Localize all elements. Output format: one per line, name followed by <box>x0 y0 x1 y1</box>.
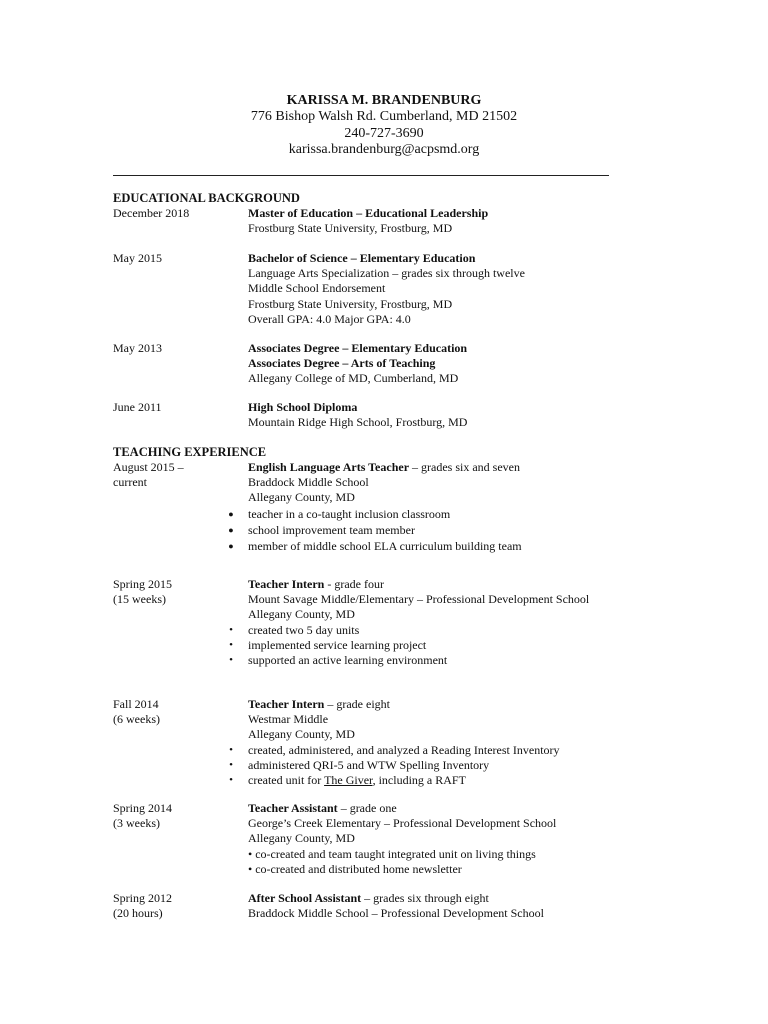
role-detail: – grades six and seven <box>409 460 521 474</box>
entry-line: Language Arts Specialization – grades six through twelve <box>248 266 525 281</box>
degree-title: Master of Education – Educational Leadership <box>248 206 489 220</box>
entry-date-detail: (3 weeks) <box>113 816 160 831</box>
bullet-icon: ● <box>228 541 234 552</box>
phone: 240-727-3690 <box>344 125 424 141</box>
entry-date: Fall 2014 <box>113 697 159 711</box>
entry-line: Braddock Middle School – Professional Development School <box>248 906 544 921</box>
entry-date-detail: (15 weeks) <box>113 592 166 607</box>
bullet-item: ● member of middle school ELA curriculum building team <box>248 539 738 554</box>
entry-date: May 2013 <box>113 341 162 355</box>
book-title: The Giver <box>324 773 373 788</box>
contact-header <box>0 92 768 159</box>
entry-line: Allegany County, MD <box>248 607 355 622</box>
entry-date: Spring 2015 <box>113 577 173 591</box>
entry-line: George’s Creek Elementary – Professional Development School <box>248 816 557 831</box>
role-title: Teacher Intern <box>248 577 325 591</box>
role-detail: - grade four <box>324 577 384 591</box>
role-title: Teacher Assistant <box>248 801 338 815</box>
bullet-icon: • <box>229 623 233 636</box>
role-title: After School Assistant <box>248 891 362 905</box>
role-detail: – grades six through eight <box>361 891 489 905</box>
bullet-icon: • <box>229 638 233 651</box>
bullet-icon: • <box>229 758 233 771</box>
degree-title: Associates Degree – Elementary Education <box>248 341 468 355</box>
role-title: Teacher Intern <box>248 697 325 711</box>
entry-date: December 2018 <box>113 206 190 220</box>
bullet-item: • created unit for The Giver, including a RAFT <box>248 773 738 788</box>
degree-title: Bachelor of Science – Elementary Education <box>248 251 476 265</box>
degree-title: Associates Degree – Arts of Teaching <box>248 356 436 371</box>
bullet-item: • created, administered, and analyzed a Reading Interest Inventory <box>248 743 738 758</box>
entry-date-detail: current <box>113 475 147 490</box>
role-detail: – grade one <box>337 801 397 815</box>
entry-line: Allegany County, MD <box>248 490 355 505</box>
bullet-icon: ● <box>228 508 234 519</box>
bullet-item: • supported an active learning environment <box>248 653 738 668</box>
bullet-item: ● teacher in a co-taught inclusion classroom <box>248 507 738 522</box>
entry-line: Westmar Middle <box>248 712 329 727</box>
role-title: English Language Arts Teacher <box>248 460 410 474</box>
email: karissa.brandenburg@acpsmd.org <box>288 142 480 157</box>
bullet-item: • administered QRI-5 and WTW Spelling Inventory <box>248 758 738 773</box>
entry-date: Spring 2014 <box>113 801 173 815</box>
bullet-item: ● school improvement team member <box>248 523 738 538</box>
entry-date: August 2015 – <box>113 460 184 474</box>
entry-line: Mountain Ridge High School, Frostburg, MD <box>248 415 468 430</box>
entry-line: Allegany County, MD <box>248 831 355 846</box>
entry-line: Braddock Middle School <box>248 475 369 490</box>
entry-line: Allegany County, MD <box>248 727 355 742</box>
bullet-icon: • <box>229 774 233 787</box>
entry-date-detail: (6 weeks) <box>113 712 160 727</box>
entry-date: May 2015 <box>113 251 162 265</box>
education-section-title: EDUCATIONAL BACKGROUND <box>113 191 300 205</box>
bullet-icon: • <box>229 743 233 756</box>
entry-line: Frostburg State University, Frostburg, MD <box>248 221 453 236</box>
address: 776 Bishop Walsh Rd. Cumberland, MD 21502 <box>250 109 518 124</box>
bullet-item: • implemented service learning project <box>248 638 738 653</box>
bullet-item: • created two 5 day units <box>248 623 738 638</box>
entry-line: Middle School Endorsement <box>248 281 386 296</box>
role-detail: – grade eight <box>324 697 390 711</box>
experience-section-title: TEACHING EXPERIENCE <box>113 445 267 459</box>
entry-line: • co-created and team taught integrated unit on living things <box>248 846 536 861</box>
entry-line: Frostburg State University, Frostburg, MD <box>248 296 453 311</box>
entry-line: • co-created and distributed home newsletter <box>248 861 462 876</box>
bullet-icon: • <box>229 654 233 667</box>
degree-title: High School Diploma <box>248 400 358 414</box>
bullet-icon: ● <box>228 524 234 535</box>
entry-date: June 2011 <box>113 400 162 414</box>
entry-date: Spring 2012 <box>113 891 173 905</box>
entry-line: Allegany College of MD, Cumberland, MD <box>248 371 459 386</box>
entry-line: Mount Savage Middle/Elementary – Professional Development School <box>248 592 590 607</box>
header-divider <box>113 175 609 176</box>
entry-line: Overall GPA: 4.0 Major GPA: 4.0 <box>248 311 411 326</box>
entry-date-detail: (20 hours) <box>113 906 163 921</box>
applicant-name: KARISSA M. BRANDENBURG <box>286 93 482 108</box>
